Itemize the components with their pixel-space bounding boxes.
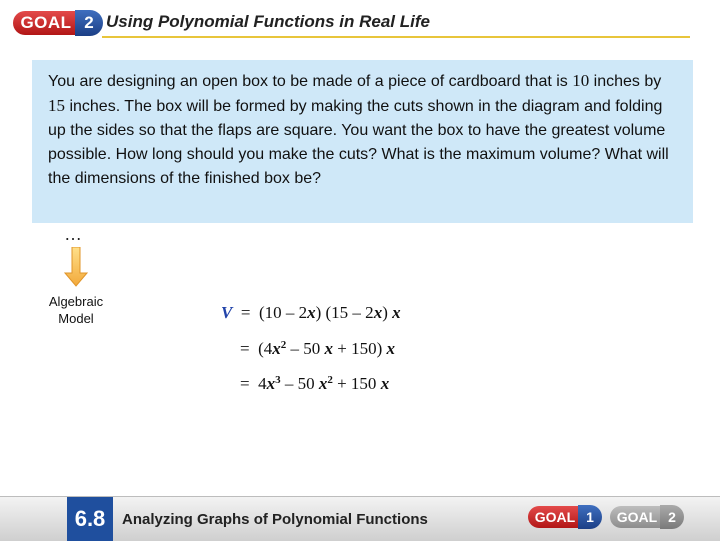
factor-2: ) (15 – 2 bbox=[315, 303, 374, 322]
footer-bar bbox=[0, 496, 720, 541]
exponent: 3 bbox=[275, 374, 281, 386]
goal-2-label: GOAL bbox=[610, 506, 664, 528]
factor-3: ) bbox=[382, 303, 393, 322]
algebraic-model-label: Algebraic Model bbox=[48, 294, 104, 326]
factor-1: (10 – 2 bbox=[258, 303, 308, 322]
equals-sign: = bbox=[240, 303, 251, 322]
down-arrow-icon bbox=[64, 247, 88, 287]
goal-2-number: 2 bbox=[660, 505, 684, 529]
volume-variable: V bbox=[221, 303, 233, 322]
goal-1-label: GOAL bbox=[528, 506, 582, 528]
term-c: + 150 bbox=[332, 374, 381, 393]
problem-part-3: inches. The box will be formed by making the cuts shown in the diagram and folding up the sides so that the flaps are square. You want the box to have the greatest volume possible. How long should you make the cuts? What is the maximum volume? What will the dimensions of the finished box be? bbox=[48, 98, 669, 187]
goal-label: GOAL bbox=[13, 11, 79, 35]
dimension-length: 15 bbox=[48, 96, 65, 115]
goal-2-button[interactable] bbox=[610, 505, 686, 529]
variable-x: x bbox=[392, 303, 401, 322]
term-a: (4 bbox=[258, 339, 273, 358]
problem-part-2: inches by bbox=[589, 73, 662, 90]
dimension-width: 10 bbox=[572, 71, 590, 90]
variable-x: x bbox=[386, 339, 396, 358]
section-number-badge: 6.8 bbox=[67, 497, 113, 541]
section-title: Analyzing Graphs of Polynomial Functions bbox=[122, 511, 428, 528]
goal-2-badge bbox=[13, 10, 99, 37]
header-divider bbox=[102, 36, 690, 38]
equals-sign: = bbox=[240, 339, 250, 358]
variable-x: x bbox=[373, 303, 383, 322]
exponent: 2 bbox=[327, 374, 333, 386]
variable-x: x bbox=[266, 374, 276, 393]
page-title: Using Polynomial Functions in Real Life bbox=[106, 12, 430, 31]
term-b: – 50 bbox=[286, 339, 325, 358]
term-c: + 150) bbox=[333, 339, 387, 358]
equation-line-2 bbox=[240, 339, 395, 359]
goal-1-button[interactable] bbox=[528, 505, 604, 529]
equals-sign: = bbox=[240, 374, 250, 393]
problem-part-1: You are designing an open box to be made of a piece of cardboard that is bbox=[48, 73, 573, 90]
variable-x: x bbox=[318, 374, 328, 393]
exponent: 2 bbox=[280, 339, 287, 351]
equation-line-1 bbox=[221, 303, 401, 323]
variable-x: x bbox=[324, 339, 334, 358]
variable-x: x bbox=[307, 303, 316, 322]
equation-line-3 bbox=[240, 374, 389, 394]
variable-x: x bbox=[272, 339, 281, 358]
goal-number: 2 bbox=[75, 10, 103, 36]
term-b: – 50 bbox=[280, 374, 319, 393]
variable-x: x bbox=[380, 374, 390, 393]
problem-text bbox=[48, 69, 678, 191]
goal-1-number: 1 bbox=[578, 505, 602, 529]
term-a: 4 bbox=[258, 374, 267, 393]
continuation-ellipsis: … bbox=[64, 224, 83, 244]
problem-box bbox=[32, 60, 693, 223]
